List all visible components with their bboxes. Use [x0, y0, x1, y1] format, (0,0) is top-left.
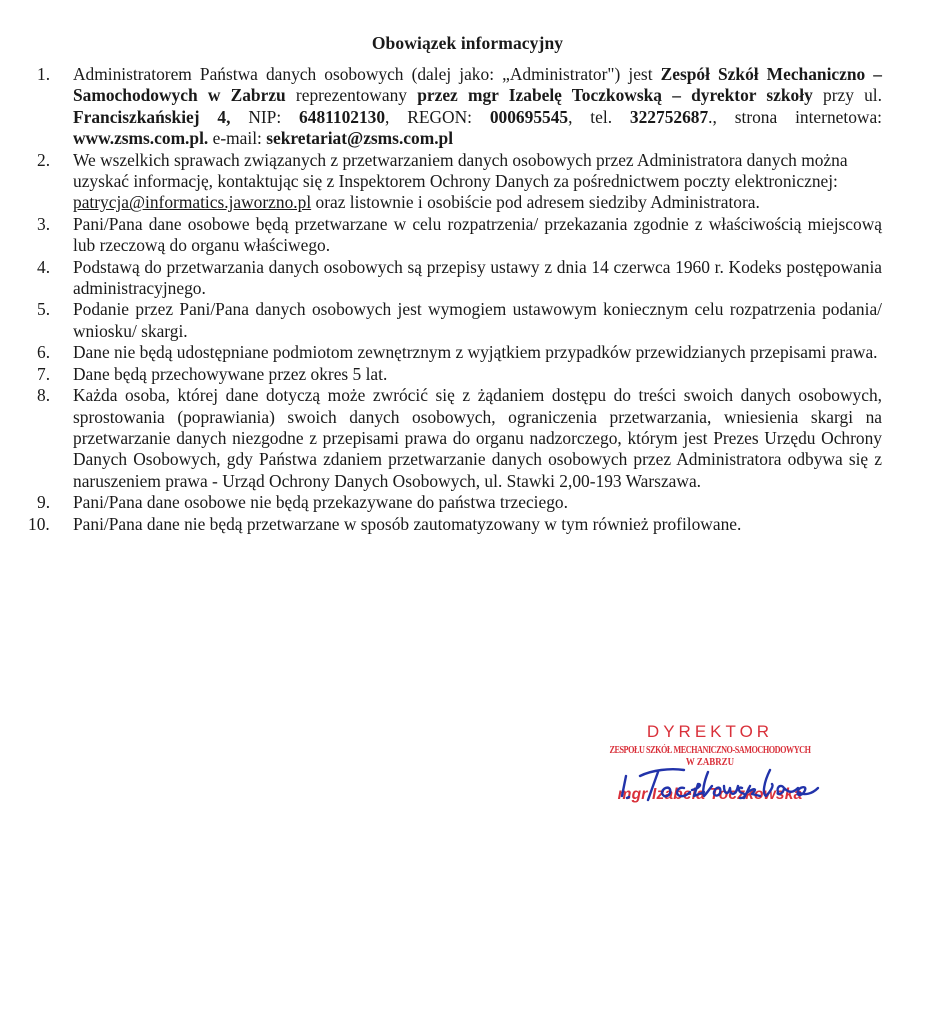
text-run: , REGON: — [385, 106, 490, 127]
clause-item — [0, 257, 882, 300]
bold-text: Zespół Szkół Mechaniczno – Samochodowych w Zabrzu — [73, 64, 882, 106]
clause-item — [0, 64, 882, 150]
email-link[interactable]: patrycja@informatics.jaworzno.pl — [73, 192, 312, 213]
clause-number: 1. — [37, 64, 51, 84]
text-run: reprezentowany — [285, 85, 418, 106]
bold-text: 6481102130 — [299, 106, 386, 127]
bold-text: Franciszkańskiej 4, — [73, 106, 231, 127]
clause-item — [0, 299, 882, 342]
text-run: Podstawą do przetwarzania danych osobowych są przepisy ustawy z dnia 14 czerwca 1960 r. Kodeks postępowania administracyjnego. — [73, 256, 882, 299]
text-run: Pani/Pana dane osobowe będą przetwarzane w celu rozpatrzenia/ przekazania zgodnie z właściwością miejscową lub rzeczową do organu właściwego. — [73, 213, 882, 256]
text-run: Administratorem Państwa danych osobowych (dalej jako: „Administrator") jest — [73, 64, 661, 84]
clause-number: 6. — [37, 342, 51, 363]
clause-number: 4. — [37, 256, 51, 277]
clause-item — [0, 364, 882, 385]
text-run: przy ul. — [812, 85, 882, 106]
clause-item — [0, 150, 882, 214]
clause-text — [73, 214, 882, 257]
clause-text — [73, 257, 882, 300]
text-run: NIP: — [230, 106, 300, 127]
text-run: Każda osoba, której dane dotyczą może zwrócić się z żądaniem dostępu do treści swoich danych osobowych, sprostowania (poprawiania) swoich danych osobowych, ograniczenia przetwarzania, wniesienia skargi na przetwarzanie danych niezgodne z przepisami prawa do organu nadzorczego, którym jest Prezes Urzędu Ochrony Danych Osobowych, gdy Państwa zdaniem przetwarzanie danych osobowych przez Administratora odbywa się z naruszeniem prawa - Urząd Ochrony Danych Osobowych, ul. Stawki 2,00-193 Warszawa. — [73, 385, 882, 491]
clause-text — [73, 64, 882, 150]
clause-text — [73, 492, 882, 513]
clause-number: 8. — [37, 385, 51, 406]
clause-number: 3. — [37, 213, 51, 234]
document-title: Obowiązek informacyjny — [371, 33, 564, 53]
handwritten-signature — [612, 762, 827, 804]
clause-text — [73, 385, 882, 492]
stamp-title: DYREKTOR — [646, 722, 774, 741]
clause-item — [0, 514, 882, 535]
clause-text — [73, 364, 882, 385]
clause-text — [73, 150, 882, 214]
bold-text: 322752687 — [629, 106, 709, 127]
clause-item — [0, 342, 882, 363]
clause-number: 10. — [28, 513, 50, 534]
clause-item — [0, 214, 882, 257]
stamp-institution: ZESPOŁU SZKÓŁ MECHANICZNO-SAMOCHODOWYCH — [609, 745, 811, 756]
stamp-city: W ZABRZU — [685, 757, 735, 768]
text-run: ., strona internetowa: — [708, 106, 882, 127]
clause-text — [73, 299, 882, 342]
text-run: We wszelkich sprawach związanych z przetwarzaniem danych osobowych przez Administratora danych można uzyskać informację, kontaktując się z Inspektorem Ochrony Danych za pośrednictwem poczty elektronicznej: — [73, 149, 848, 192]
text-run: Dane nie będą udostępniane podmiotom zewnętrznym z wyjątkiem przypadków przewidzianych przepisami prawa. — [73, 342, 878, 363]
bold-text: sekretariat@zsms.com.pl — [266, 128, 454, 149]
clause-number: 7. — [37, 363, 51, 384]
text-run: Podanie przez Pani/Pana danych osobowych jest wymogiem ustawowym koniecznym celu rozpatrzenia podania/ wniosku/ skargi. — [73, 299, 882, 341]
bold-text: www.zsms.com.pl. — [73, 128, 209, 149]
text-run: oraz listownie i osobiście pod adresem siedziby Administratora. — [311, 192, 760, 213]
bold-text: 000695545 — [489, 106, 569, 127]
clause-item — [0, 385, 882, 492]
clause-text — [73, 514, 882, 535]
text-run: Pani/Pana dane nie będą przetwarzane w sposób zautomatyzowany w tym również profilowane. — [73, 513, 742, 534]
text-run: e-mail: — [208, 128, 267, 149]
clause-item — [0, 492, 882, 513]
bold-text: przez mgr Izabelę Toczkowską – dyrektor szkoły — [417, 85, 813, 106]
text-run: Pani/Pana dane osobowe nie będą przekazywane do państwa trzeciego. — [73, 492, 568, 513]
text-run: , tel. — [568, 106, 630, 127]
clause-number: 2. — [37, 149, 51, 170]
clause-text — [73, 342, 882, 363]
stamp-name: mgr Izabela Toczkowska — [617, 786, 803, 803]
text-run: Dane będą przechowywane przez okres 5 lat. — [73, 363, 388, 384]
clause-number: 9. — [37, 492, 51, 513]
clause-number: 5. — [37, 299, 51, 320]
clause-list — [0, 64, 882, 535]
